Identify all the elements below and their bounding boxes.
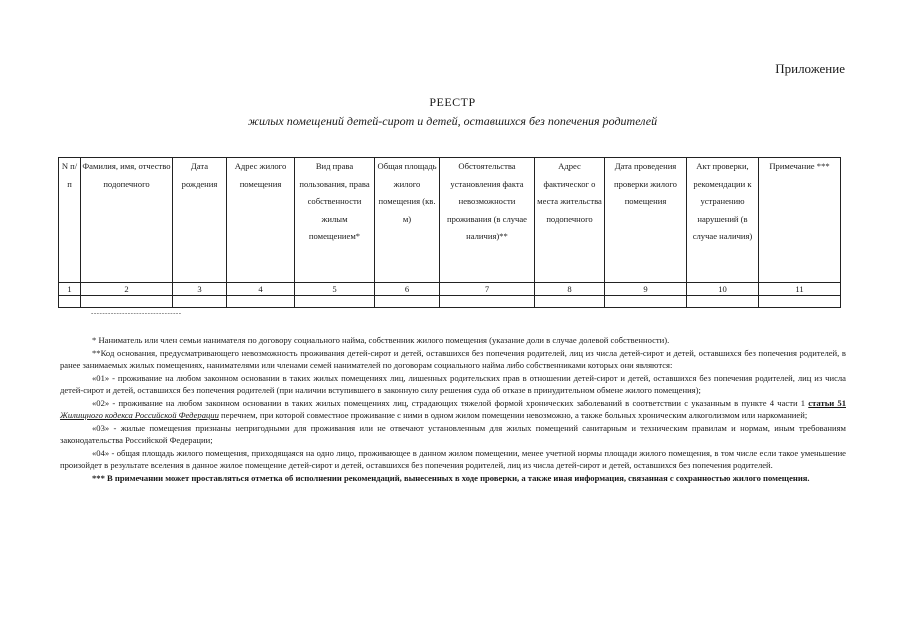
footnote-code-02-text: «02» - проживание на любом законном основании в таких жилых помещениях лиц, страдающих тяжелой формой хронических заболеваний в соответствии с указанным в пункте 4 части 1 [92, 397, 809, 408]
table-cell [227, 296, 295, 308]
column-number: 11 [759, 283, 841, 296]
header-cell: Дата проведения проверки жилого помещения [605, 158, 687, 283]
column-number: 2 [81, 283, 173, 296]
code-link-text: Жилищного кодекса Российской Федерации [60, 410, 219, 420]
column-number: 6 [375, 283, 440, 296]
table-cell [605, 296, 687, 308]
document-title: РЕЕСТР [429, 95, 476, 109]
footnote-code-03: «03» - жилые помещения признаны непригодными для проживания или не отвечают установленным для жилых помещений санитарным и техническим правилам и нормам, иным требованиям законодательства Российской Федерации; [60, 422, 846, 445]
table-cell [81, 296, 173, 308]
header-cell: N п/п [59, 158, 81, 283]
footnote-3: *** В примечании может проставляться отметка об исполнении рекомендаций, вынесенных в ходе проверки, а также иная информация, связанная с сохранностью жилого помещения. [92, 472, 810, 483]
column-number: 1 [59, 283, 81, 296]
table-header-row [59, 158, 841, 283]
header-cell: Фамилия, имя, отчество подопечного [81, 158, 173, 283]
header-cell: Адрес фактическог о места жительства подопечного [535, 158, 605, 283]
column-number: 9 [605, 283, 687, 296]
header-cell: Вид права пользования, права собственности жилым помещением* [295, 158, 375, 283]
table-cell [173, 296, 227, 308]
header-cell: Адрес жилого помещения [227, 158, 295, 283]
column-number: 4 [227, 283, 295, 296]
footnote-1: * Наниматель или член семьи нанимателя по договору социального найма, собственник жилого помещения (указание доли в случае долевой собственности). [92, 335, 670, 345]
empty-data-row [59, 296, 841, 308]
document-subtitle: жилых помещений детей-сирот и детей, оставшихся без попечения родителей [247, 114, 658, 128]
footnote-code-02 [60, 397, 846, 422]
appendix-label: Приложение [775, 61, 845, 76]
footnote-separator: -------------------------------- [91, 309, 182, 317]
column-number: 5 [295, 283, 375, 296]
footnote-code-04: «04» - общая площадь жилого помещения, приходящаяся на одно лицо, проживающее в данном жилом помещении, менее учетной нормы площади жилого помещения, в том числе если такое уменьшение произойдет в результате вселения в данное жилое помещение детей-сирот и детей, оставшихся без попечения родителей, лиц из числа детей-сирот и детей, оставшихся без попечения родителей. [60, 447, 846, 470]
header-cell: Акт проверки, рекомендации к устранению нарушений (в случае наличия) [687, 158, 759, 283]
column-number: 3 [173, 283, 227, 296]
header-cell: Дата рождения [173, 158, 227, 283]
footnote-code-02-tail: перечнем, при которой совместное проживание с ними в одном жилом помещении невозможно, а также больных хроническим алкоголизмом или наркоманией; [218, 410, 808, 420]
registry-table [58, 157, 841, 308]
footnote-2: **Код основания, предусматривающего невозможность проживания детей-сирот и детей, оставшихся без попечения родителей, лиц из числа детей-сирот и детей, оставшихся без попечения родителей, в ранее занимаемых жилых помещениях, нанимателями или членами семей нанимателей по договорам социального найма либо собственниками которых они являются: [60, 347, 846, 370]
table-cell [440, 296, 535, 308]
table-cell [375, 296, 440, 308]
header-cell: Обстоятельства установления факта невозможности проживания (в случае наличия)** [440, 158, 535, 283]
table-cell [535, 296, 605, 308]
column-number: 10 [687, 283, 759, 296]
footnote-code-01: «01» - проживание на любом законном основании в таких жилых помещениях лиц, лишенных родительских прав в отношении детей-сирот и детей, оставшихся без попечения родителей, лиц из числа детей-сирот и детей, оставшихся без попечения родителей (при наличии вступившего в законную силу решения суда об отказе в принудительном обмене жилого помещения); [60, 372, 846, 395]
article-link-text: статьи 51 [808, 397, 846, 408]
column-number: 7 [440, 283, 535, 296]
table-cell [687, 296, 759, 308]
table-cell [759, 296, 841, 308]
column-number: 8 [535, 283, 605, 296]
footnotes [60, 334, 846, 484]
column-number-row [59, 283, 841, 296]
header-cell: Примечание *** [759, 158, 841, 283]
table-cell [59, 296, 81, 308]
table-cell [295, 296, 375, 308]
header-cell: Общая площадь жилого помещения (кв. м) [375, 158, 440, 283]
